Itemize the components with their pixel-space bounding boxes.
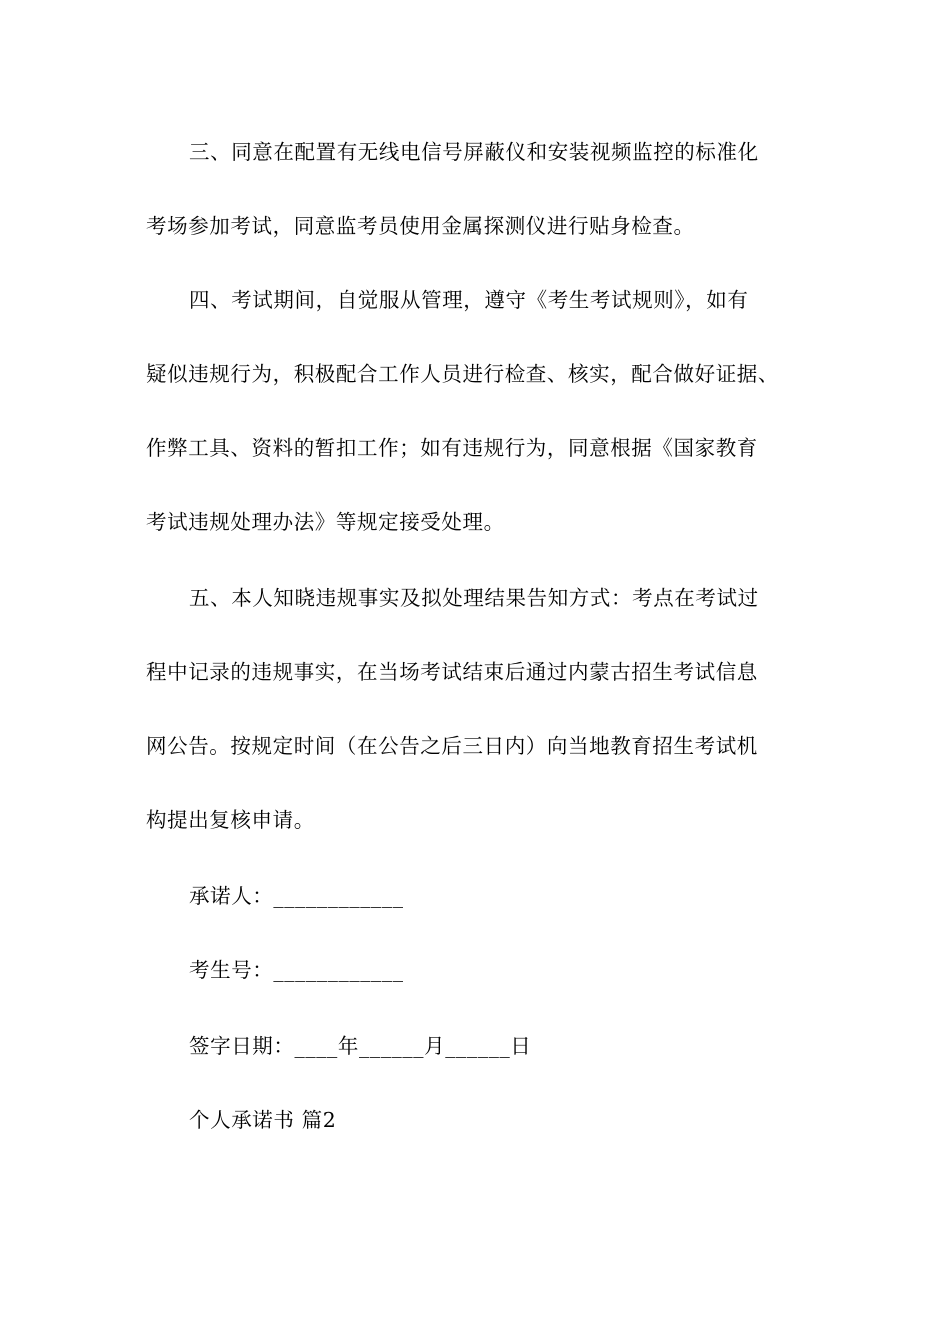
- paragraph-four-line-3: 作弊工具、资料的暂扣工作；如有违规行为，同意根据《国家教育: [146, 436, 758, 460]
- promisor-signature-line: 承诺人：____________: [189, 884, 404, 908]
- paragraph-four-line-2: 疑似违规行为，积极配合工作人员进行检查、核实，配合做好证据、: [146, 362, 779, 386]
- signing-date-line: 签字日期：____年______月______日: [189, 1034, 532, 1058]
- paragraph-five-line-3: 网公告。按规定时间（在公告之后三日内）向当地教育招生考试机: [146, 734, 758, 758]
- section-heading: 个人承诺书 篇2: [189, 1108, 337, 1132]
- paragraph-four-line-4: 考试违规处理办法》等规定接受处理。: [146, 510, 505, 534]
- paragraph-three-line-2: 考场参加考试，同意监考员使用金属探测仪进行贴身检查。: [146, 214, 695, 238]
- candidate-number-line: 考生号：____________: [189, 958, 404, 982]
- paragraph-three-line-1: 三、同意在配置有无线电信号屏蔽仪和安装视频监控的标准化: [189, 140, 759, 164]
- paragraph-five-line-1: 五、本人知晓违规事实及拟处理结果告知方式：考点在考试过: [189, 586, 759, 610]
- paragraph-five-line-4: 构提出复核申请。: [146, 808, 315, 832]
- paragraph-four-line-1: 四、考试期间，自觉服从管理，遵守《考生考试规则》，如有: [189, 288, 749, 312]
- paragraph-five-line-2: 程中记录的违规事实，在当场考试结束后通过内蒙古招生考试信息: [146, 660, 758, 684]
